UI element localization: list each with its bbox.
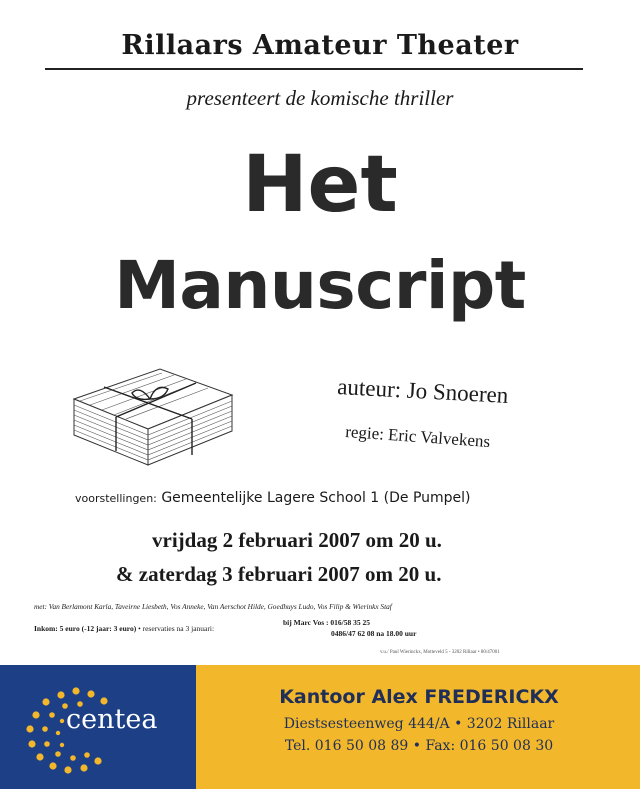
price-value: 5 euro (-12 jaar: 3 euro) (59, 624, 137, 633)
director-credit: regie: Eric Valvekens (344, 422, 491, 452)
sponsor-contact: Tel. 016 50 08 89 • Fax: 016 50 08 30 (284, 738, 554, 754)
sponsor-office: Kantoor Alex FREDERICKX (279, 686, 559, 708)
play-title-line2: Manuscript (114, 247, 526, 324)
ticket-info (34, 624, 214, 633)
reservation-contact (283, 617, 416, 639)
cast-list: met: Van Berlamont Karla, Taveirne Liesbeth, Vos Anneke, Van Aerschot Hilde, Goedhuys Ludo, Vos Filip & Wierinkx Staf (34, 602, 392, 611)
venue-name: Gemeentelijke Lagere School 1 (De Pumpel) (161, 490, 471, 506)
performance-date-2: & zaterdag 3 februari 2007 om 20 u. (116, 562, 442, 586)
header-divider (45, 68, 583, 70)
venue-label: voorstellingen: (75, 492, 157, 505)
reservation-phone-2: 0486/47 62 08 na 18.00 uur (331, 629, 417, 638)
sponsor-address: Diestsesteenweg 444/A • 3202 Rillaar (283, 716, 555, 732)
publisher-credit: v.u./ Paul Wierinckx, Motteveld 5 - 3202 Rillaar • 80/47001 (380, 650, 500, 655)
author-credit: auteur: Jo Snoeren (336, 374, 509, 408)
venue-line (75, 490, 471, 506)
play-title-line1: Het (242, 140, 398, 230)
price-label: Inkom: (34, 624, 58, 633)
reservations-note: • reservaties na 3 januari: (138, 624, 215, 633)
presents-line: presenteert de komische thriller (186, 86, 454, 110)
manuscript-stack-illustration (64, 355, 240, 473)
reservation-phone-1: bij Marc Vos : 016/58 35 25 (283, 618, 370, 627)
organization-name: Rillaars Amateur Theater (121, 30, 519, 61)
performance-date-1: vrijdag 2 februari 2007 om 20 u. (152, 528, 442, 552)
centea-logo-text: centea (66, 704, 158, 735)
